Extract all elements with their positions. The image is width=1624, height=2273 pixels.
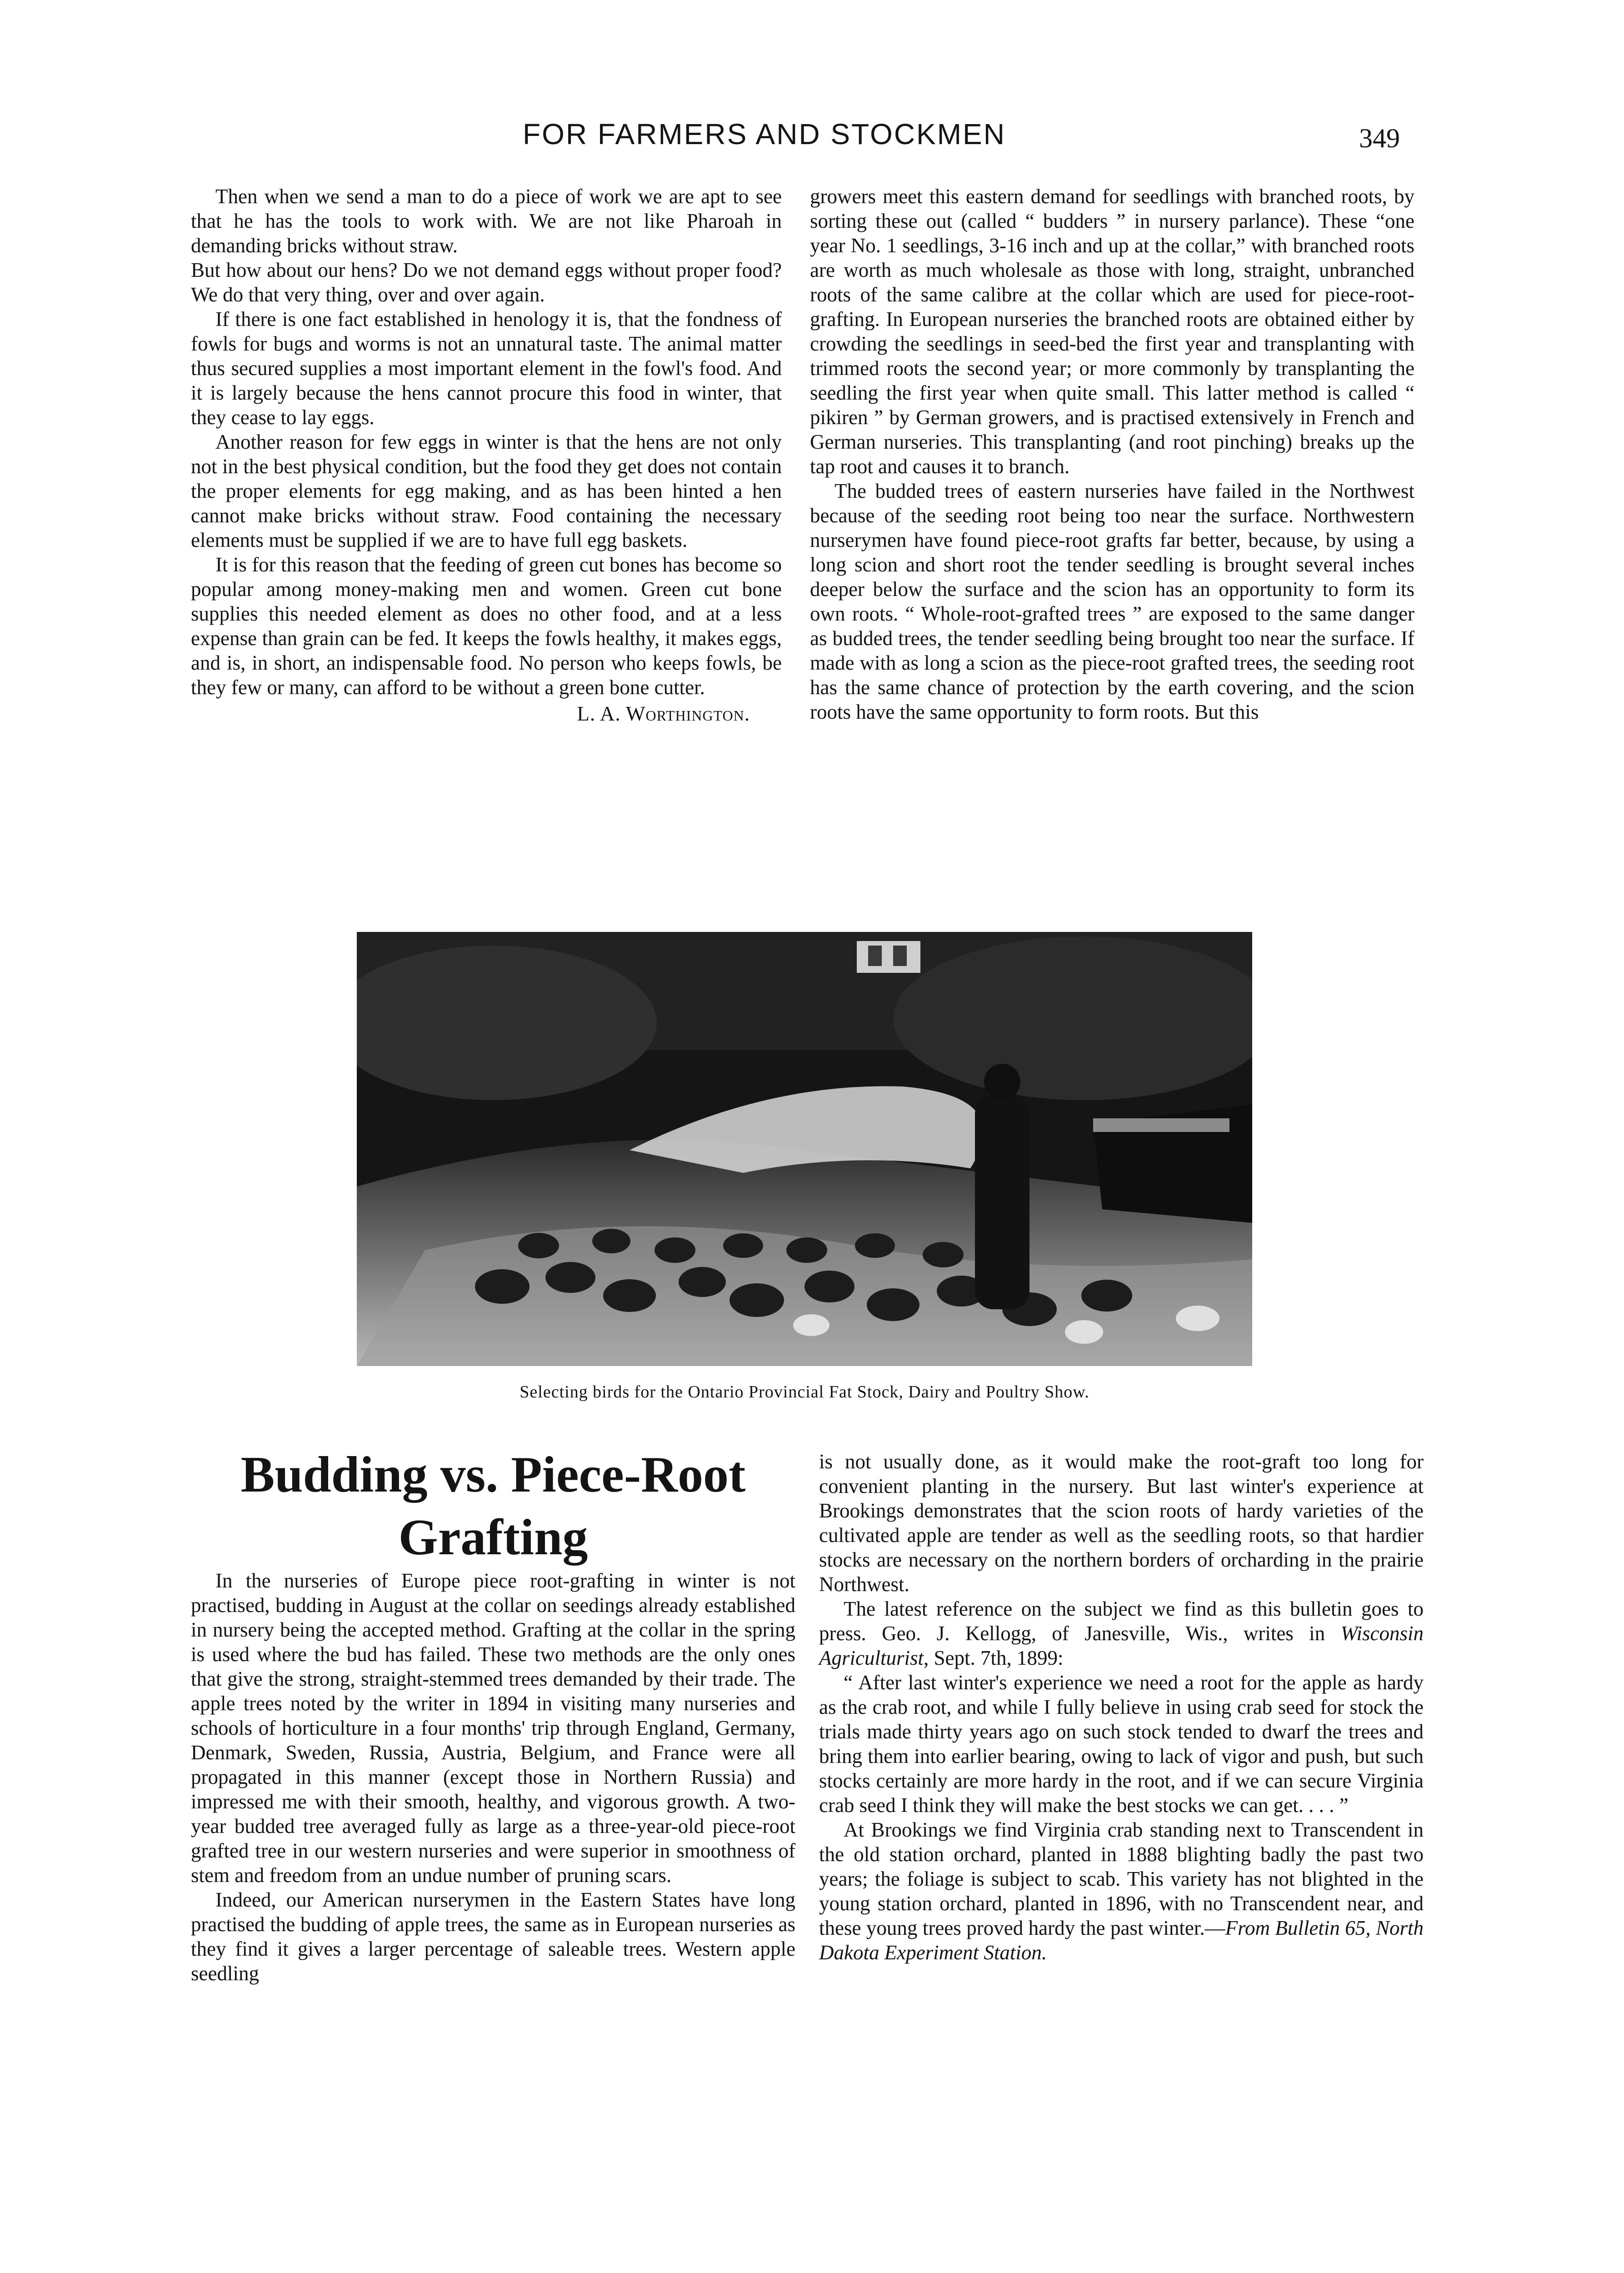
paragraph: The budded trees of eastern nurseries have failed in the Northwest because of the seeding root being too near the surface. Northwestern nurserymen have found piece-root grafts far better, because, by using a long scion and short root the tender seedling is brought several inches deeper below the surface and the scion has an opportunity to form its own roots. “ Whole-root-grafted trees ” are exposed to the same danger as budded trees, the tender seedling being brought too near the surface. If made with as long a scion as the piece-root grafted trees, the seeding root has the same chance of protection by the earth covering, and the scion roots have the same opportunity to form roots. But this [810, 480, 1414, 723]
author-signature: L. A. Worthington. [577, 702, 750, 725]
poultry-photograph [357, 932, 1252, 1366]
article-title-line: Budding vs. Piece-Root [240, 1447, 746, 1503]
paragraph: It is for this reason that the feeding of green cut bones has become so popular among money-making men and women. Green cut bone supplies this needed element as does no other food, and at a less expense than grain can be fed. It keeps the fowls healthy, it makes eggs, and is, in short, an indispensable food. No person who keeps fowls, be they few or many, can afford to be without a green bone cutter. [191, 553, 782, 699]
article-title-line: Grafting [398, 1509, 588, 1566]
quotation: “ After last winter's experience we need a root for the apple as hardy as the crab root, and while I fully believe in using crab seed for stock the trials made thirty years ago on such stock tended to dwarf the trees and bring them into earlier bearing, owing to lack of vigor and push, but such stocks certainly are more hardy in the root, and if we can secure Virginia crab seed I think they will make the best stocks we can get. . . . ” [819, 1671, 1424, 1817]
column-bottom-left [191, 1568, 795, 1986]
text-run: The latest reference on the subject we find as this bulletin goes to press. Geo. J. Kellogg, of Janesville, Wis., writes in [819, 1597, 1424, 1645]
article-title [195, 1443, 791, 1569]
column-bottom-right [819, 1449, 1424, 1965]
column-top-right [810, 184, 1414, 724]
text-run: , Sept. 7th, 1899: [924, 1647, 1064, 1669]
source-citation: From Bulletin 65, North Dakota Experiment Station. [819, 1917, 1424, 1964]
publication-title: Wisconsin Agriculturist [819, 1622, 1424, 1669]
paragraph: If there is one fact established in henology it is, that the fondness of fowls for bugs and worms is not an unnatural taste. The animal matter thus secured supplies a most important element in the fowl's food. And it is largely because the hens cannot procure this food in winter, that they cease to lay eggs. [191, 308, 782, 429]
paragraph [819, 1597, 1424, 1670]
text-run: At Brookings we find Virginia crab standing next to Transcendent in the old station orchard, planted in 1888 blighting badly the past two years; the foliage is subject to scab. This variety has not blighted in the young station orchard, planted in 1896, with no Transcendent near, and these young trees proved hardy the past winter.— [819, 1818, 1424, 1939]
page-number: 349 [1359, 123, 1400, 153]
paragraph [819, 1817, 1424, 1965]
paragraph: Another reason for few eggs in winter is that the hens are not only not in the best physical condition, but the food they get does not contain the proper elements for egg making, and as has been hinted a hen cannot make bricks without straw. Food containing the necessary elements must be supplied if we are to have full egg baskets. [191, 431, 782, 551]
paragraph: Indeed, our American nurserymen in the Eastern States have long practised the budding of apple trees, the same as in European nurseries as they find it gives a larger percentage of saleable trees. Western apple seedling [191, 1888, 795, 1985]
column-top-left [191, 184, 782, 726]
paragraph: In the nurseries of Europe piece root-grafting in winter is not practised, budding in August at the collar on seedings already established in nursery being the accepted method. Grafting at the collar in the spring is used where the bud has failed. These two methods are the only ones that give the strong, straight-stemmed trees demanded by their trade. The apple trees noted by the writer in 1894 in visiting many nurseries and schools of horticulture in a four months' trip through England, Germany, Denmark, Sweden, Russia, Austria, Belgium, and France were all propagated in this manner (except those in Northern Russia) and impressed me with their smooth, healthy, and vigorous growth. A two-year budded tree averaged fully as large as a three-year-old piece-root grafted tree in our western nurseries and were superior in smoothness of stem and freedom from an undue number of pruning scars. [191, 1569, 795, 1887]
paragraph: is not usually done, as it would make the root-graft too long for convenient planting in the nursery. But last winter's experience at Brookings demonstrates that the scion roots of hardy varieties of the cultivated apple are tender as well as the seedling roots, so that hardier stocks are necessary on the northern borders of orcharding in the prairie Northwest. [819, 1450, 1424, 1596]
paragraph: Then when we send a man to do a piece of work we are apt to see that he has the tools to work with. We are not like Pharoah in demanding bricks without straw. [191, 185, 782, 257]
photo-caption: Selecting birds for the Ontario Provincial Fat Stock, Dairy and Poultry Show. [520, 1382, 1089, 1402]
running-header: FOR FARMERS AND STOCKMEN [523, 118, 1006, 150]
paragraph: growers meet this eastern demand for seedlings with branched roots, by sorting these out (called “ budders ” in nursery parlance). These “one year No. 1 seedlings, 3-16 inch and up at the collar,” with branched roots are worth as much wholesale as those with long, straight, unbranched roots of the same calibre at the collar which are used for piece-root-grafting. In European nurseries the branched roots are obtained either by crowding the seedlings in seed-bed the first year and transplanting with trimmed roots the second year; or more commonly by transplanting the seedling the first year when quite small. This latter method is called “ pikiren ” by German growers, and is practised extensively in French and German nurseries. This transplanting (and root pinching) breaks up the tap root and causes it to branch. [810, 185, 1414, 478]
paragraph: But how about our hens? Do we not demand eggs without proper food? We do that very thing, over and over again. [191, 259, 782, 306]
